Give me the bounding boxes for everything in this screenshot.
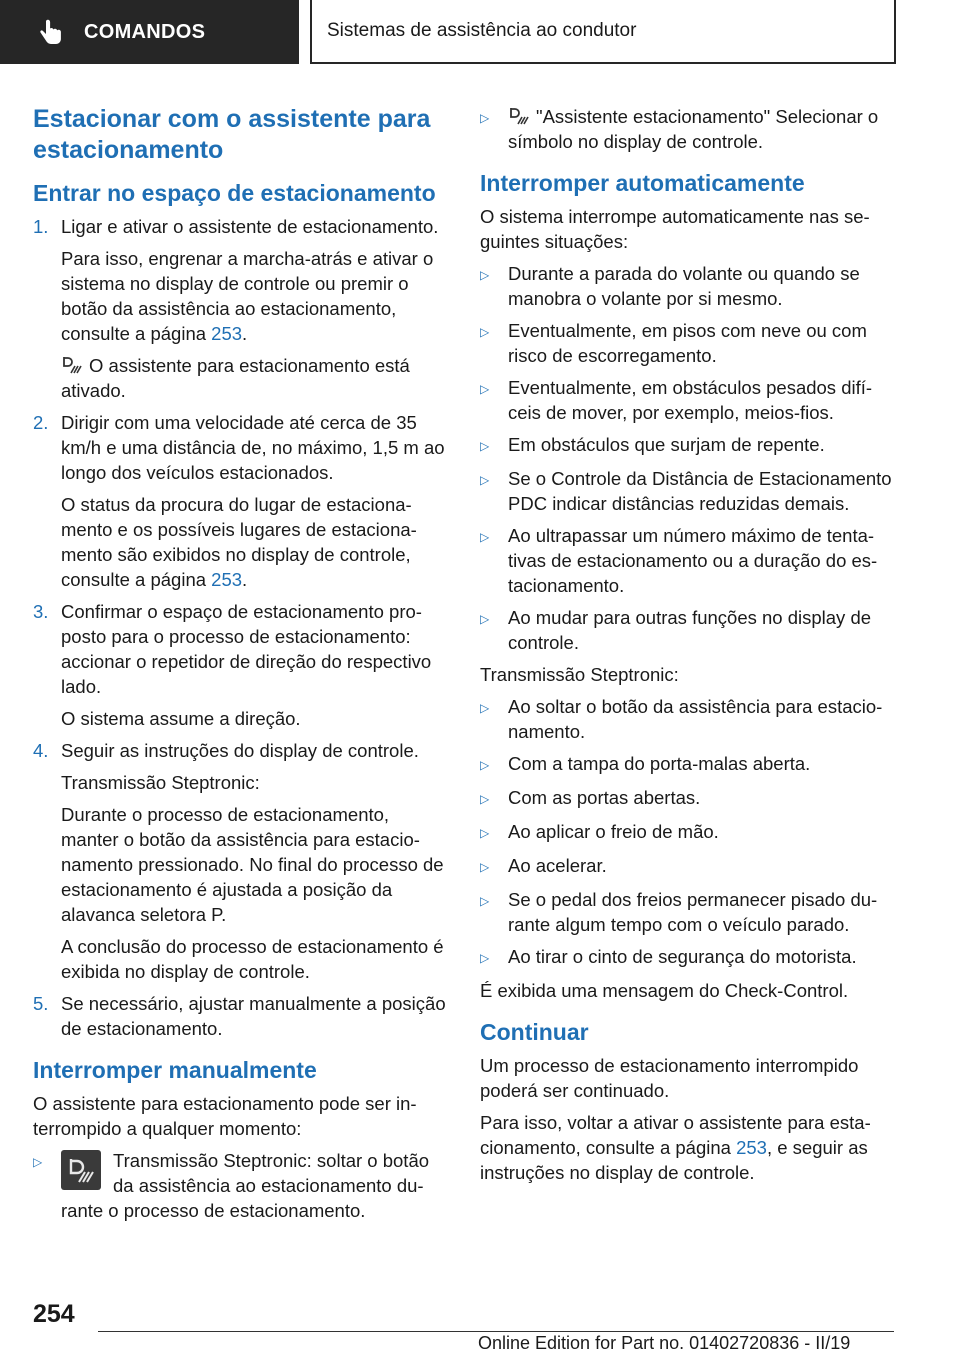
list-item: ▷ Se o Controle da Distância de Estacionamento PDC indicar distâncias reduzidas demais. — [480, 468, 892, 514]
list-item: ▷ Ao acelerar. — [480, 853, 892, 880]
triangle-bullet-icon: ▷ — [480, 951, 490, 965]
step-text: Para isso, engrenar a marcha-atrás e ativar o sistema no display de controle ou premir o botão da assistência ao estacionamento, consulte a página 253. — [61, 248, 434, 344]
step-4 — [33, 738, 448, 984]
page-link[interactable]: 253 — [211, 323, 243, 344]
list-item: ▷ Eventualmente, em obstáculos pesados difíceis de mover, por exemplo, meios-fios. — [480, 377, 873, 423]
step-text: Durante o processo de estacionamento, manter o botão da assistência para estacionamento pressionado. No final do processo de estacionamento é ajustada a posição da alavanca seletora P. — [61, 804, 444, 925]
continue-instructions: Para isso, voltar a ativar o assistente para estacionamento, consulte a página 253, e seguir as instruções no display de controle. — [480, 1112, 871, 1183]
step-number: 2. — [33, 412, 49, 433]
triangle-bullet-icon: ▷ — [33, 1155, 43, 1169]
step-text: Ligar e ativar o assistente de estacionamento. — [61, 216, 439, 237]
step-text: A conclusão do processo de estacionamento é exibida no display de controle. — [61, 936, 444, 982]
list-item: ▷ "Assistente estacionamento" Selecionar o símbolo no display de controle. — [480, 106, 879, 152]
triangle-bullet-icon: ▷ — [480, 268, 490, 282]
list-item: ▷ Durante a parada do volante ou quando se manobra o volante por si mesmo. — [480, 263, 860, 309]
section-tab — [310, 0, 896, 64]
list-item: ▷ Eventualmente, em pisos com neve ou com risco de escorregamento. — [480, 320, 867, 366]
checkcontrol-note: É exibida uma mensagem do Check-Control. — [480, 980, 849, 1001]
page-number: 254 — [33, 1300, 75, 1328]
chapter-tab — [0, 0, 299, 64]
triangle-bullet-icon: ▷ — [480, 473, 490, 487]
step-3 — [33, 599, 448, 731]
page-link[interactable]: 253 — [736, 1137, 767, 1158]
page-link[interactable]: 253 — [211, 569, 243, 590]
manual-intro: O assistente para estacionamento pode ser interrompido a qualquer momento: — [33, 1093, 417, 1139]
list-item: ▷ Com as portas abertas. — [480, 785, 892, 812]
manual-bullet-text: Transmissão Steptronic: soltar o botão da assistência ao estacionamento durante o processo de estacionamento. — [61, 1150, 430, 1221]
auto-intro: O sistema interrompe automaticamente nas seguintes situações: — [480, 206, 870, 252]
triangle-bullet-icon: ▷ — [480, 860, 490, 874]
step-text: Se necessário, ajustar manualmente a posição de estacionamento. — [61, 993, 446, 1039]
triangle-bullet-icon: ▷ — [480, 894, 490, 908]
step-number: 1. — [33, 216, 49, 237]
step-text: Confirmar o espaço de estacionamento proposto para o processo de estacionamento: accionar o repetidor de direção do respectivo lado. — [61, 601, 432, 697]
step-text: Dirigir com uma velocidade até cerca de 35 km/h e uma distância de, no máximo, 1,5 m ao longo dos veículos estacionados. — [61, 412, 445, 483]
continue-text: Um processo de estacionamento interrompido poderá ser continuado. — [480, 1055, 859, 1101]
triangle-bullet-icon: ▷ — [480, 826, 490, 840]
triangle-bullet-icon: ▷ — [480, 111, 490, 125]
step-number: 5. — [33, 993, 49, 1014]
step-note: O assistente para estacionamento está ativado. — [61, 355, 410, 401]
triangle-bullet-icon: ▷ — [480, 325, 490, 339]
footer-divider — [98, 1331, 894, 1332]
triangle-bullet-icon: ▷ — [480, 530, 490, 544]
right-column — [480, 104, 892, 1192]
list-item: ▷ Ao mudar para outras funções no display de controle. — [480, 607, 872, 653]
list-item: ▷ Ao ultrapassar um número máximo de tentativas de estacionamento ou a duração do estacionamento. — [480, 525, 878, 596]
triangle-bullet-icon: ▷ — [480, 758, 490, 772]
heading-interrupt-auto: Interromper automaticamente — [480, 170, 805, 196]
triangle-bullet-icon: ▷ — [480, 701, 490, 715]
heading-enter-space: Entrar no espaço de estacionamento — [33, 180, 436, 206]
step-number: 4. — [33, 740, 49, 761]
parking-assistant-icon — [508, 106, 530, 126]
edition-note: Online Edition for Part no. 01402720836 - II/19 — [478, 1333, 851, 1353]
page-title: Estacionar com o assistente para estacionamento — [33, 105, 431, 164]
step-number: 3. — [33, 601, 49, 622]
step-text: O sistema assume a direção. — [61, 708, 301, 729]
list-item: ▷ Em obstáculos que surjam de repente. — [480, 432, 892, 459]
triangle-bullet-icon: ▷ — [480, 792, 490, 806]
list-item: ▷ Ao aplicar o freio de mão. — [480, 819, 892, 846]
steptronic-label: Transmissão Steptronic: — [480, 664, 679, 685]
list-item: ▷ Com a tampa do porta-malas aberta. — [480, 751, 892, 778]
list-item — [33, 1148, 448, 1223]
heading-interrupt-manual: Interromper manualmente — [33, 1057, 317, 1083]
list-item: ▷ Se o pedal dos freios permanecer pisado durante algum tempo com o veículo parado. — [480, 889, 878, 935]
section-title: Sistemas de assistência ao condutor — [327, 20, 637, 41]
chapter-title: COMANDOS — [84, 20, 206, 43]
step-text: O status da procura do lugar de estacionamento e os possíveis lugares de estacionamento são exibidos no display de controle, consulte a página 253. — [61, 494, 417, 590]
parking-assistant-button-icon — [61, 1150, 101, 1190]
heading-continue: Continuar — [480, 1019, 589, 1045]
triangle-bullet-icon: ▷ — [480, 612, 490, 626]
step-2 — [33, 410, 448, 592]
list-item: ▷ Ao tirar o cinto de segurança do motorista. — [480, 944, 892, 971]
hand-touch-icon — [36, 17, 66, 47]
parking-assistant-icon — [61, 355, 83, 375]
step-1 — [33, 214, 448, 403]
step-text: Seguir as instruções do display de controle. — [61, 740, 419, 761]
triangle-bullet-icon: ▷ — [480, 382, 490, 396]
triangle-bullet-icon: ▷ — [480, 439, 490, 453]
left-column — [33, 104, 448, 1230]
step-5 — [33, 991, 448, 1041]
step-text: Transmissão Steptronic: — [61, 772, 260, 793]
list-item: ▷ Ao soltar o botão da assistência para estacionamento. — [480, 696, 883, 742]
